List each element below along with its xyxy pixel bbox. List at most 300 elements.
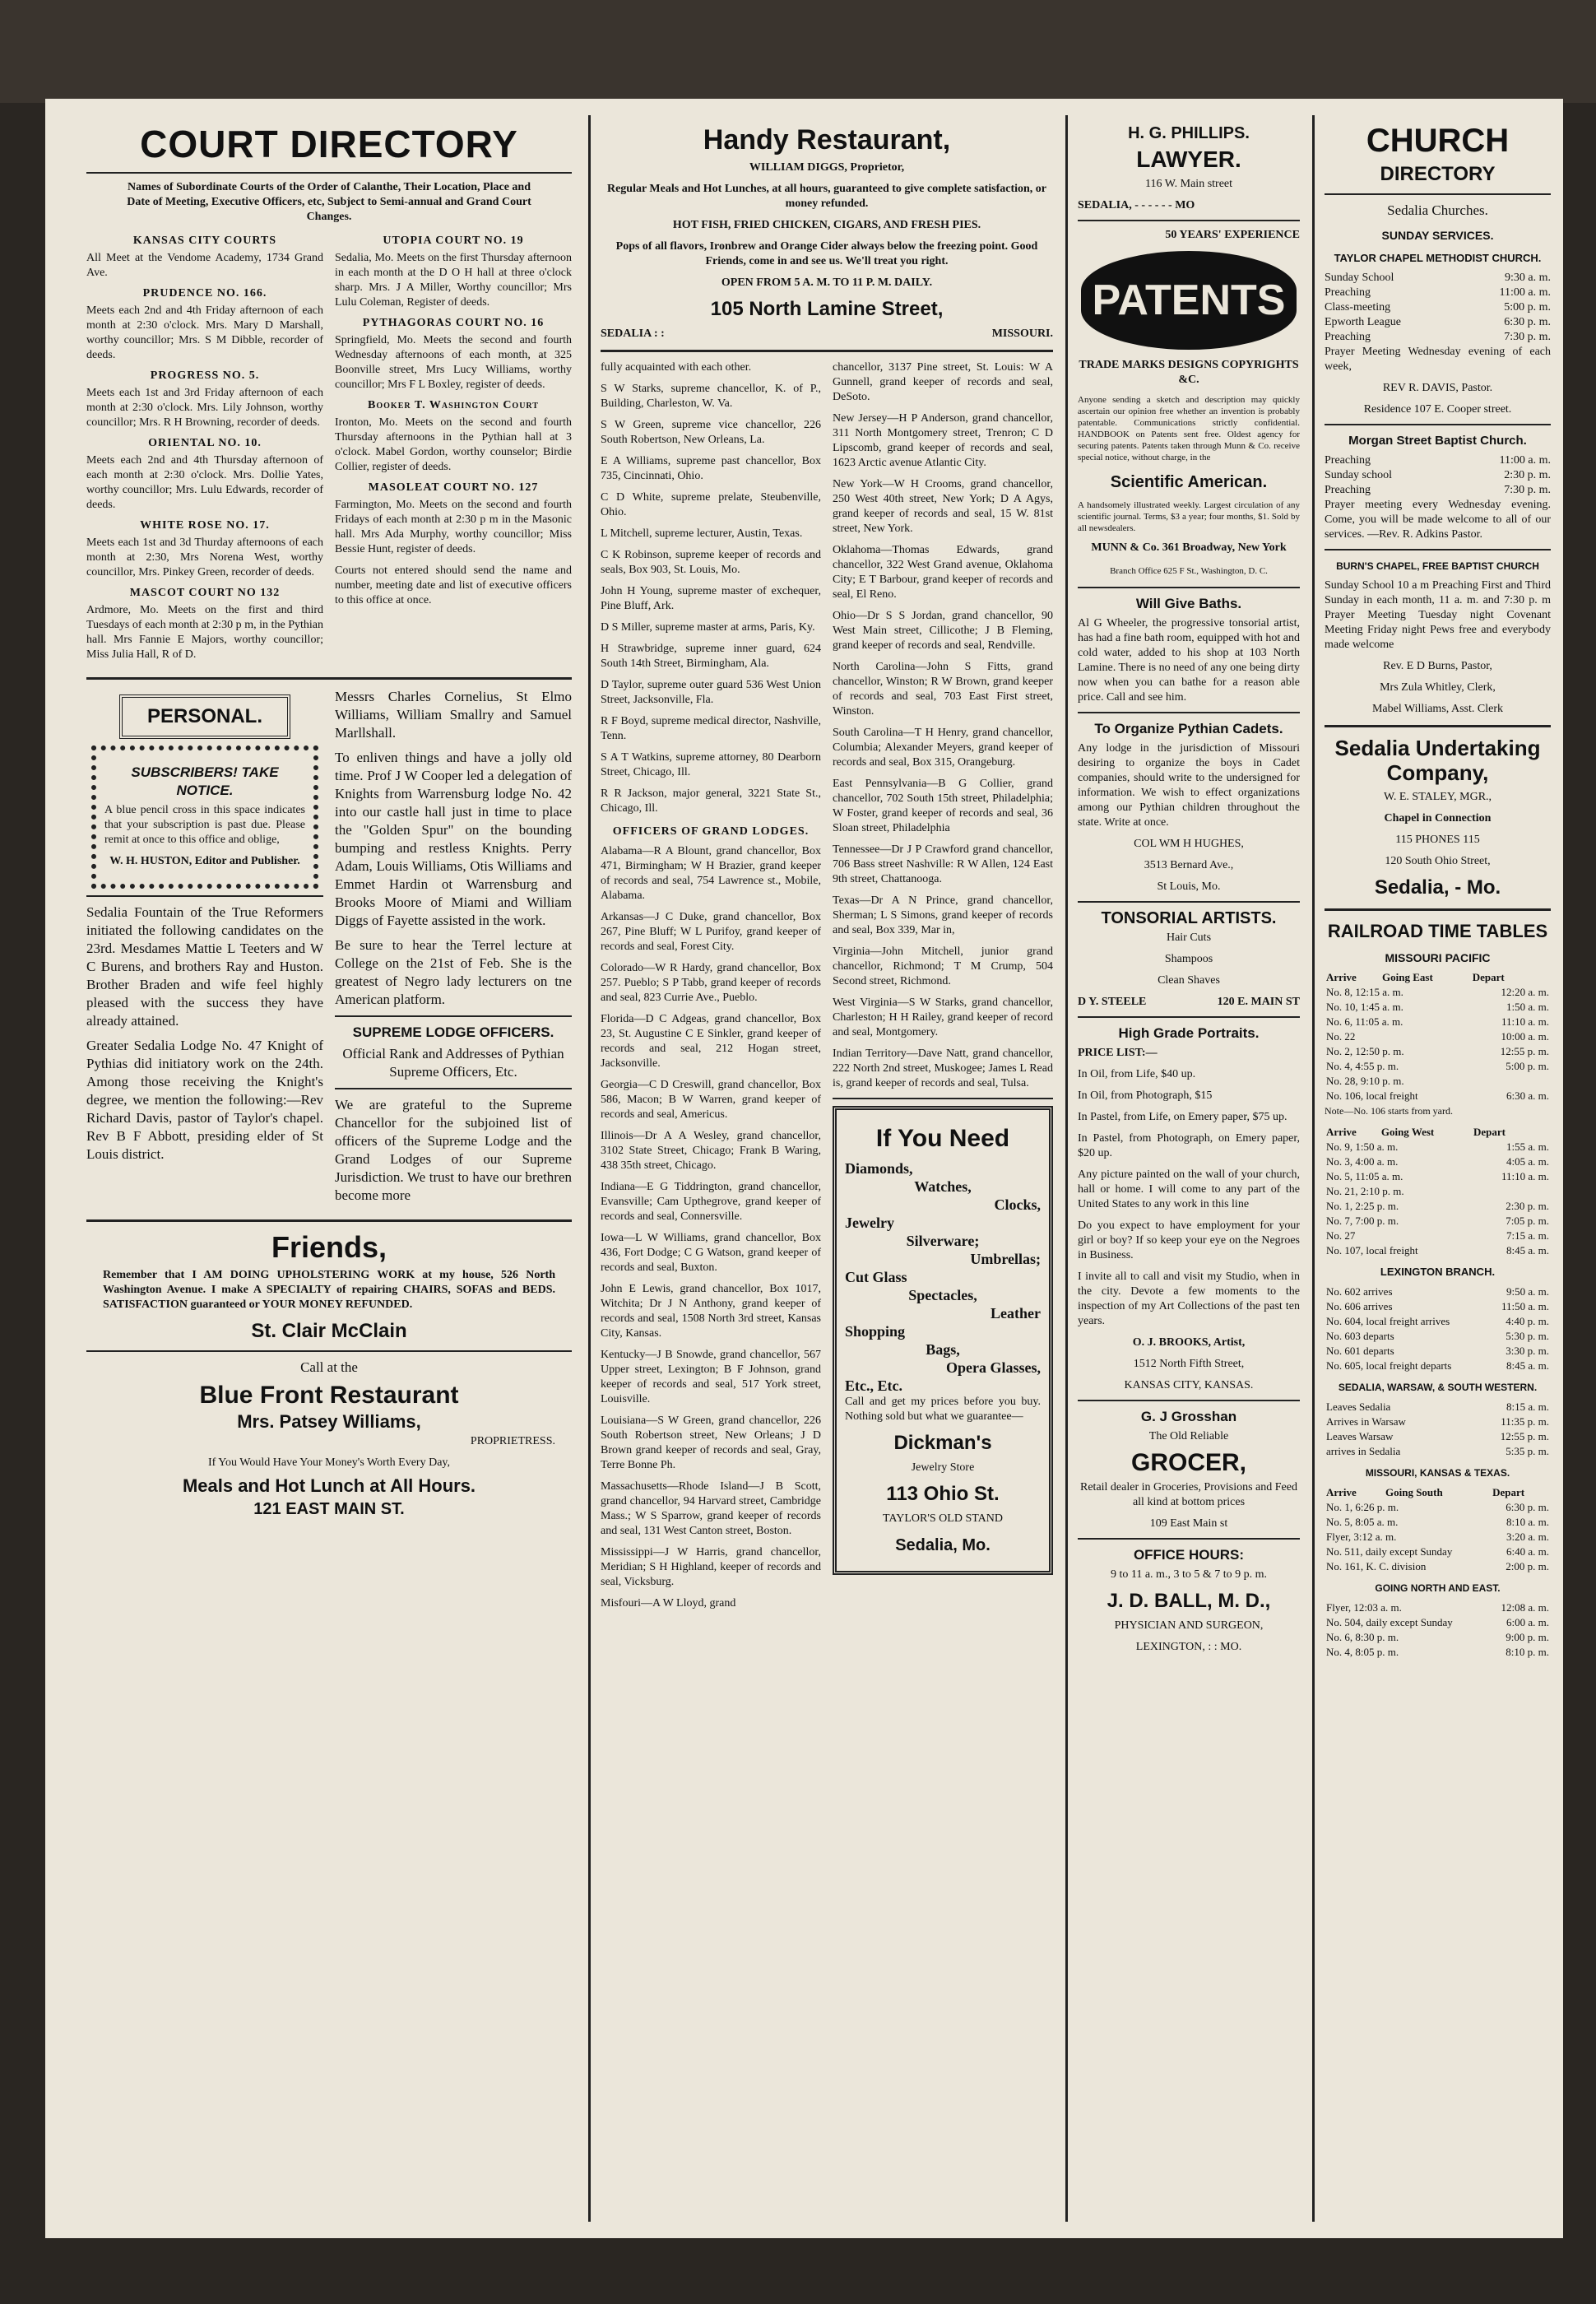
court-text: Courts not entered should send the name and number, meeting date and list of executive officers to this office at once. <box>335 564 572 606</box>
tonsorial-item: Hair Cuts <box>1166 931 1212 944</box>
service-time: 5:00 p. m. <box>1504 301 1551 314</box>
officer-entry: Illinois—Dr A A Wesley, grand chancellor, 3102 State Street, Chicago; Frank B Waring, 438 35th street, Chicago. <box>601 1130 821 1172</box>
court-left-column <box>86 231 323 669</box>
handy-prop: WILLIAM DIGGS, Proprietor, <box>749 161 905 174</box>
timetable-row <box>1325 1545 1551 1559</box>
timetable-train: No. 161, K. C. division <box>1326 1560 1427 1572</box>
service-name: Sunday school <box>1325 469 1393 481</box>
officers-column-b <box>833 360 1053 1618</box>
cadets-sign-1: COL WM H HUGHES, <box>1134 838 1244 850</box>
patents-years: 50 YEARS' EXPERIENCE <box>1165 229 1300 241</box>
subscribers-text: A blue pencil cross in this space indicates that your subscription is past due. Please remit at once to this office and oblige, <box>104 804 305 846</box>
timetable-row <box>1325 1630 1551 1645</box>
jewelry-address: 113 Ohio St. <box>886 1483 1000 1505</box>
church-title-2: DIRECTORY <box>1380 163 1496 185</box>
office-name: J. D. BALL, M. D., <box>1107 1590 1271 1612</box>
timetable-row <box>1325 1299 1551 1314</box>
east-note: Note—No. 106 starts from yard. <box>1325 1105 1453 1117</box>
jewelry-item: Bags, <box>926 1341 960 1358</box>
timetable-train: arrives in Sedalia <box>1326 1445 1401 1457</box>
court-text: Sedalia, Mo. Meets on the first Thursday afternoon in each month at the D O H hall at three o'clock sharp. Mrs. J A Miller, Worthy councillor; Mrs Lulu Coleman, Register of deeds. <box>335 252 572 309</box>
court-text: Meets each 2nd and 4th Thursday afternoon of each month at 2:30 o'clock. Mrs. Dollie Yates, worthy councillor; Mrs. Lulu Edwards, recorder of deeds. <box>86 454 323 511</box>
timetable-time: 11:35 p. m. <box>1501 1415 1549 1428</box>
timetable-train: No. 6, 11:05 a. m. <box>1326 1015 1403 1028</box>
personal-right <box>335 688 572 1211</box>
friends-text: Remember that I AM DOING UPHOLSTERING WORK at my house, 526 North Washington Avenue. I make A SPECIALTY of repairing CHAIRS, SOFAS and BEDS. SATISFACTION guaranteed or YOUR MONEY REFUNDED. <box>103 1269 555 1311</box>
portraits-text-3: I invite all to call and visit my Studio, when in the city. Devote a few moments to the inspection of my Art Collections of the past ten years. <box>1078 1270 1300 1327</box>
timetable-header-cell: Depart <box>1472 971 1505 983</box>
timetable-time: 6:00 a. m. <box>1506 1616 1549 1628</box>
taylor-items <box>1325 271 1551 345</box>
undertaker-mgr: W. E. STALEY, MGR., <box>1383 791 1492 803</box>
blue-front-prop: PROPRIETRESS. <box>470 1435 555 1447</box>
supreme-lodge-sub: Official Rank and Addresses of Pythian Supreme Officers, Etc. <box>342 1046 564 1080</box>
timetable-train: No. 5, 8:05 a. m. <box>1326 1516 1399 1528</box>
blue-front-title: Blue Front Restaurant <box>199 1382 459 1409</box>
jewelry-item: Shopping <box>845 1323 906 1340</box>
timetable-header-cell: Going West <box>1380 1126 1435 1138</box>
taylor-residence: Residence 107 E. Cooper street. <box>1363 403 1512 416</box>
personal-heading-box <box>119 694 290 739</box>
north-title: GOING NORTH AND EAST. <box>1375 1582 1501 1594</box>
service-row <box>1325 271 1551 286</box>
timetable-train: No. 28, 9:10 p. m. <box>1326 1075 1404 1087</box>
handy-city-line <box>601 327 1053 341</box>
burn-title: BURN'S CHAPEL, FREE BAPTIST CHURCH <box>1336 560 1539 572</box>
timetable-row <box>1325 1429 1551 1444</box>
service-time: 7:30 p. m. <box>1504 331 1551 343</box>
timetable-row <box>1325 1015 1551 1029</box>
column-2 <box>592 119 1061 2222</box>
officer-entry: L Mitchell, supreme lecturer, Austin, Texas. <box>601 527 803 540</box>
service-name: Epworth League <box>1325 316 1401 328</box>
timetable-time: 7:15 a. m. <box>1506 1229 1549 1242</box>
court-right-column <box>335 231 572 669</box>
timetable-train: Leaves Sedalia <box>1326 1401 1391 1413</box>
column-rule <box>588 115 591 2222</box>
church-sedalia: Sedalia Churches. <box>1387 202 1488 218</box>
court-name: MASCOT COURT NO 132 <box>129 587 281 599</box>
personal-section <box>86 688 572 1211</box>
cadets-title: To Organize Pythian Cadets. <box>1094 721 1283 736</box>
subscribers-notice <box>91 746 318 889</box>
officer-entry: Misfouri—A W Lloyd, grand <box>601 1597 736 1610</box>
timetable-row <box>1325 1359 1551 1373</box>
timetable-time: 7:05 p. m. <box>1506 1215 1549 1227</box>
timetable-time: 2:30 p. m. <box>1506 1200 1549 1212</box>
scan-top-edge <box>0 0 1596 103</box>
church-services: SUNDAY SERVICES. <box>1381 229 1494 242</box>
handy-state: MISSOURI. <box>991 327 1053 340</box>
baths-title: Will Give Baths. <box>1135 596 1242 611</box>
court-text: Meets each 2nd and 4th Friday afternoon of each month at 2:30 o'clock. Mrs. Mary D Marshall, worthy councillor; Mrs. S M Dibble, recorder of deeds. <box>86 304 323 361</box>
court-name: WHITE ROSE NO. 17. <box>140 519 270 532</box>
handy-line-4: OPEN FROM 5 A. M. TO 11 P. M. DAILY. <box>721 276 933 289</box>
timetable-time: 8:10 p. m. <box>1506 1646 1549 1658</box>
lawyer-address: 116 W. Main street <box>1144 178 1233 190</box>
timetable-time: 2:00 p. m. <box>1506 1560 1549 1572</box>
timetable-time: 6:40 a. m. <box>1506 1545 1549 1558</box>
timetable-time: 5:30 p. m. <box>1506 1330 1549 1342</box>
timetable-header-cell: Going East <box>1382 971 1433 983</box>
column-rule <box>1312 115 1315 2222</box>
lawyer-name: H. G. PHILLIPS. <box>1128 124 1250 142</box>
timetable-time: 12:20 a. m. <box>1501 986 1549 998</box>
jewelry-item: Diamonds, <box>845 1160 913 1177</box>
friends-title: Friends, <box>271 1230 387 1264</box>
timetable-header <box>1325 1485 1551 1500</box>
handy-city: SEDALIA : : <box>601 327 665 340</box>
timetable-train: No. 3, 4:00 a. m. <box>1326 1155 1399 1168</box>
patents-title: PATENTS <box>1081 251 1297 350</box>
timetable-train: Arrives in Warsaw <box>1326 1415 1406 1428</box>
handy-title: Handy Restaurant, <box>703 124 951 156</box>
undertaker-chapel: Chapel in Connection <box>1384 812 1492 825</box>
timetable-row <box>1325 1029 1551 1044</box>
timetable-time <box>1472 1184 1551 1199</box>
officer-entry: H Strawbridge, supreme inner guard, 624 South 14th Street, Birmingham, Ala. <box>601 643 821 670</box>
lexington-table <box>1325 1284 1551 1373</box>
portraits-city: KANSAS CITY, KANSAS. <box>1124 1379 1254 1391</box>
timetable-row <box>1325 1074 1551 1089</box>
timetable-train: No. 6, 8:30 p. m. <box>1326 1631 1399 1643</box>
timetable-train: No. 602 arrives <box>1326 1285 1393 1298</box>
timetable-row <box>1325 1515 1551 1530</box>
timetable-row <box>1325 1199 1551 1214</box>
tonsorial-items <box>1078 931 1300 988</box>
timetable-train: Flyer, 12:03 a. m. <box>1326 1601 1402 1614</box>
supreme-lodge-title: SUPREME LODGE OFFICERS. <box>352 1024 554 1040</box>
timetable-time: 12:08 a. m. <box>1501 1601 1549 1614</box>
court-text: Meets each 1st and 3rd Friday afternoon of each month at 2:30 o'clock. Mrs. Lily Johnson, worthy councillor; Mrs. R H Browning, recorder of deeds. <box>86 387 323 429</box>
timetable-header-cell: Going South <box>1385 1486 1443 1498</box>
tonsorial-item: Shampoos <box>1164 953 1213 965</box>
court-name: PRUDENCE NO. 166. <box>142 287 267 300</box>
officer-entry: Texas—Dr A N Prince, grand chancellor, Sherman; L S Simons, grand keeper of records and seal, Box 339, Mar in, <box>833 894 1053 936</box>
officer-entry: North Carolina—John S Fitts, grand chancellor, Winston; R W Brown, grand keeper of records and seal, 703 East First street, Winston. <box>833 661 1053 718</box>
blue-front-ad <box>86 1359 572 1518</box>
undertaker-phones: 115 PHONES 115 <box>1395 834 1480 846</box>
blue-front-tag: If You Would Have Your Money's Worth Every Day, <box>208 1456 450 1469</box>
timetable-train: No. 605, local freight departs <box>1326 1359 1452 1372</box>
officer-entry: West Virginia—S W Starks, grand chancellor, Charleston; H H Railey, grand keeper of record and seal, Montgomery. <box>833 996 1053 1038</box>
service-name: Preaching <box>1325 484 1371 496</box>
patents-branch: Branch Office 625 F St., Washington, D. C. <box>1110 566 1268 576</box>
service-row <box>1325 315 1551 330</box>
officer-entry: S W Green, supreme vice chancellor, 226 South Robertson, New Orleans, La. <box>601 419 821 446</box>
timetable-train: No. 606 arrives <box>1326 1300 1393 1312</box>
blue-front-call: Call at the <box>300 1359 358 1375</box>
timetable-train: No. 511, daily except Sunday <box>1326 1545 1453 1558</box>
timetable-header <box>1325 970 1551 985</box>
lexington-title: LEXINGTON BRANCH. <box>1380 1266 1496 1278</box>
timetable-time: 8:15 a. m. <box>1506 1401 1549 1413</box>
timetable-train: No. 601 departs <box>1326 1345 1394 1357</box>
jewelry-item: Leather <box>991 1305 1041 1322</box>
jewelry-item: Watches, <box>914 1178 972 1195</box>
officer-entry: Alabama—R A Blount, grand chancellor, Box 471, Birmingham; W H Brazier, grand keeper of records and seal, 754 Lawrence st., Mobile, Alabama. <box>601 845 821 902</box>
timetable-train: No. 604, local freight arrives <box>1326 1315 1450 1327</box>
officers-column-b-list <box>833 360 1053 1091</box>
morgan-note: Prayer meeting every Wednesday evening. Come, you will be made welcome to all of our services. —Rev. R. Adkins Pastor. <box>1325 499 1551 541</box>
timetable-row <box>1325 1089 1551 1103</box>
timetable-row <box>1325 1400 1551 1414</box>
timetable-train: No. 106, local freight <box>1326 1089 1418 1102</box>
timetable-row <box>1325 1243 1551 1258</box>
timetable-row <box>1325 1645 1551 1660</box>
jewelry-title: If You Need <box>875 1125 1010 1152</box>
railroad-title: RAILROAD TIME TABLES <box>1327 921 1548 941</box>
grocer-title: GROCER, <box>1130 1449 1246 1476</box>
undertaker-city: Sedalia, - Mo. <box>1374 876 1501 899</box>
timetable-row <box>1325 1414 1551 1429</box>
court-text: Farmington, Mo. Meets on the second and fourth Fridays of each month at 2:30 p m in the Masonic hall. Mrs Ada Murphy, worthy councillor; Miss Bessie Hunt, register of deeds. <box>335 499 572 555</box>
officer-entry: E A Williams, supreme past chancellor, Box 735, Cincinnati, Ohio. <box>601 455 821 482</box>
going-west-table <box>1325 1125 1551 1258</box>
timetable-train: No. 8, 12:15 a. m. <box>1326 986 1403 998</box>
timetable-header-cell: Depart <box>1492 1486 1525 1498</box>
personal2-para-2: To enliven things and have a jolly old time. Prof J W Cooper led a delegation of Knights from Warrensburg lodge No. 42 into our castle hall just in time to place the "Golden Spur" on the bounding bumping and restless Knights. Perry Adam, Louis Williams, Otis Williams and Emmet Hardin ot Warrensburg and Brooks Moore of Miami and William Diggs of Fayette assisted in the work. <box>335 750 572 928</box>
personal-title: PERSONAL. <box>146 705 262 727</box>
portraits-title: High Grade Portraits. <box>1118 1025 1260 1041</box>
column-4 <box>1316 119 1559 2222</box>
timetable-row <box>1325 1444 1551 1459</box>
service-name: Class-meeting <box>1325 301 1391 314</box>
jewelry-sub: Jewelry Store <box>911 1461 975 1474</box>
grocer-address: 109 East Main st <box>1149 1517 1228 1530</box>
newspaper-page <box>45 99 1563 2238</box>
officer-entry: Oklahoma—Thomas Edwards, grand chancellor, 322 West Grand avenue, Oklahoma City; E T Barbour, grand keeper of records and seal, El Reno. <box>833 544 1053 601</box>
timetable-row <box>1325 1314 1551 1329</box>
timetable-train: No. 1, 2:25 p. m. <box>1326 1200 1399 1212</box>
court-name: ORIENTAL NO. 10. <box>148 437 262 449</box>
officers-column-a <box>601 360 821 1618</box>
taylor-pastor: REV R. DAVIS, Pastor. <box>1382 382 1493 394</box>
portrait-price: In Pastel, from Life, on Emery paper, $75 up. <box>1078 1111 1287 1123</box>
timetable-train: No. 5, 11:05 a. m. <box>1326 1170 1403 1182</box>
timetable-train: No. 9, 1:50 a. m. <box>1326 1140 1399 1153</box>
court-name: UTOPIA COURT NO. 19 <box>383 235 524 247</box>
officer-entry: Florida—D C Adgeas, grand chancellor, Box 23, St. Augustine C E Sinkler, grand keeper of records and seal, 212 Hogan street, Jacksonville. <box>601 1013 821 1070</box>
jewelry-text: Call and get my prices before you buy. Nothing sold but what we guarantee— <box>845 1396 1041 1423</box>
timetable-time: 8:10 a. m. <box>1506 1516 1549 1528</box>
handy-line-3: Pops of all flavors, Ironbrew and Orange Cider always below the freezing point. Good Friends, come in and see us. We'll treat you right. <box>615 240 1038 267</box>
tonsorial-name: D Y. STEELE <box>1078 996 1147 1008</box>
timetable-row <box>1325 1000 1551 1015</box>
timetable-train: No. 10, 1:45 a. m. <box>1326 1001 1403 1013</box>
personal-para-2: Greater Sedalia Lodge No. 47 Knight of Pythias did initiatory work on the 24th. Among those receiving the Knight's degree, we mention the following:—Rev Richard Davis, pastor of Taylor's chapel. Rev B F Abbott, presiding elder of St Louis district. <box>86 1038 323 1162</box>
timetable-row <box>1325 1214 1551 1229</box>
jewelry-item: Jewelry <box>845 1215 894 1231</box>
grocer-name: G. J Grosshan <box>1140 1409 1237 1424</box>
officer-entry: Iowa—L W Williams, grand chancellor, Box 436, Fort Dodge; C G Watson, grand keeper of records and seal, Buxton. <box>601 1232 821 1274</box>
patents-sci: Scientific American. <box>1110 473 1268 491</box>
timetable-train: No. 107, local freight <box>1326 1244 1418 1257</box>
blue-front-owner: Mrs. Patsey Williams, <box>237 1411 421 1432</box>
officer-entry: D S Miller, supreme master at arms, Paris, Ky. <box>601 621 815 634</box>
tonsorial-address: 120 E. MAIN ST <box>1217 996 1300 1008</box>
personal2-para-3: Be sure to hear the Terrel lecture at College on the 21st of Feb. She is the greatest of Negro lady lecturers on tne American platform. <box>335 937 572 1007</box>
service-time: 7:30 p. m. <box>1504 484 1551 496</box>
court-listings <box>86 231 572 669</box>
officer-entry: Kentucky—J B Snowde, grand chancellor, 567 Upper street, Lexington; B F Johnson, grand keeper of records and seal, 517 York street, Louisville. <box>601 1349 821 1405</box>
officer-entry: S A T Watkins, supreme attorney, 80 Dearborn Street, Chicago, Ill. <box>601 751 821 778</box>
sws-table <box>1325 1400 1551 1459</box>
service-name: Preaching <box>1325 331 1371 343</box>
timetable-header-cell: Arrive <box>1326 1126 1357 1138</box>
officer-entry: chancellor, 3137 Pine street, St. Louis: W A Gunnell, grand keeper of records and seal, DeSoto. <box>833 361 1053 403</box>
jewelry-items <box>845 1159 1041 1395</box>
taylor-note: Prayer Meeting Wednesday evening of each week, <box>1325 346 1551 373</box>
officer-entry: Virginia—John Mitchell, junior grand chancellor, Richmond; T M Crump, 504 Second street, Richmond. <box>833 945 1053 987</box>
north-table <box>1325 1600 1551 1660</box>
burn-clerk: Mrs Zula Whitley, Clerk, <box>1380 681 1496 694</box>
officer-entry: S W Starks, supreme chancellor, K. of P., Building, Charleston, W. Va. <box>601 383 821 410</box>
supreme-lodge-intro: We are grateful to the Supreme Chancellor for the subjoined list of officers of the Supreme Lodge and the Grand Lodges of our Supreme Jurisdiction. We trust to have our brethren become more <box>335 1097 572 1203</box>
timetable-row <box>1325 1600 1551 1615</box>
portraits-name: O. J. BROOKS, Artist, <box>1132 1336 1246 1349</box>
tonsorial-footer <box>1078 995 1300 1010</box>
service-row <box>1325 483 1551 498</box>
friends-ad <box>86 1230 572 1344</box>
officer-entry: Georgia—C D Creswill, grand chancellor, Box 586, Macon; B W Warren, grand keeper of records and seal, Americus. <box>601 1079 821 1121</box>
portrait-price: In Oil, from Life, $40 up. <box>1078 1068 1196 1080</box>
service-time: 11:00 a. m. <box>1499 454 1551 467</box>
timetable-time: 1:55 a. m. <box>1506 1140 1549 1153</box>
service-row <box>1325 286 1551 300</box>
portrait-price: In Oil, from Photograph, $15 <box>1078 1089 1213 1102</box>
portraits-list-title: PRICE LIST:— <box>1078 1047 1158 1059</box>
lawyer-city: SEDALIA, - - - - - - MO <box>1078 199 1195 211</box>
timetable-row <box>1325 1530 1551 1545</box>
court-name: PROGRESS NO. 5. <box>150 369 260 382</box>
court-name: Booker T. Washington Court <box>368 399 539 411</box>
jewelry-item: Umbrellas; <box>970 1251 1041 1267</box>
timetable-row <box>1325 1559 1551 1574</box>
court-name: MASOLEAT COURT NO. 127 <box>368 481 539 494</box>
morgan-items <box>1325 453 1551 498</box>
jewelry-store: Dickman's <box>893 1432 992 1454</box>
taylor-chapel-title: TAYLOR CHAPEL METHODIST CHURCH. <box>1334 252 1542 264</box>
tonsorial-title: TONSORIAL ARTISTS. <box>1101 909 1277 927</box>
court-intro: Names of Subordinate Courts of the Order of Calanthe, Their Location, Place and Date of Meeting, Executive Officers, etc, Subject to Semi-annual and Grand Court Changes. <box>127 181 531 223</box>
officers-section <box>601 360 1053 1618</box>
timetable-train: No. 4, 4:55 p. m. <box>1326 1060 1399 1072</box>
timetable-train: No. 27 <box>1326 1229 1356 1242</box>
officer-entry: Indian Territory—Dave Natt, grand chancellor, 222 North 2nd street, Muskogee; James L Read is, grand keeper of records and seal, Tulsa. <box>833 1047 1053 1089</box>
timetable-time: 3:20 a. m. <box>1506 1531 1549 1543</box>
timetable-time: 1:50 a. m. <box>1506 1001 1549 1013</box>
burn-pastor: Rev. E D Burns, Pastor, <box>1383 660 1492 672</box>
sws-title: SEDALIA, WARSAW, & SOUTH WESTERN. <box>1338 1382 1538 1393</box>
going-east-table <box>1325 970 1551 1103</box>
court-text: Meets each 1st and 3d Thurday afternoons of each month at 2:30, Mrs Norena West, worthy councillor, Mrs. Pinkey Green, recorder of deeds. <box>86 537 323 578</box>
timetable-time: 8:45 a. m. <box>1506 1359 1549 1372</box>
undertaker-address: 120 South Ohio Street, <box>1385 855 1491 867</box>
service-time: 11:00 a. m. <box>1499 286 1551 299</box>
officer-entry: Indiana—E G Tiddrington, grand chancellor, Evansville; Cam Upthegrove, grand keeper of records and seal, Connersville. <box>601 1181 821 1223</box>
burn-asst: Mabel Williams, Asst. Clerk <box>1371 703 1503 715</box>
court-name: KANSAS CITY COURTS <box>132 235 277 247</box>
timetable-time: 9:00 p. m. <box>1506 1631 1549 1643</box>
officer-entry: Mississippi—J W Harris, grand chancellor, Meridian; S H Highland, keeper of records and seal, Vicksburg. <box>601 1546 821 1588</box>
jewelry-item: Clocks, <box>994 1196 1041 1213</box>
timetable-time: 11:50 a. m. <box>1501 1300 1549 1312</box>
timetable-time: 6:30 a. m. <box>1506 1089 1549 1102</box>
office-title: OFFICE HOURS: <box>1133 1547 1245 1563</box>
timetable-row <box>1325 1500 1551 1515</box>
timetable-time: 4:40 p. m. <box>1506 1315 1549 1327</box>
patents-text-2: A handsomely illustrated weekly. Largest circulation of any scientific journal. Terms, $3 a year; four months, $1. Sold by all newsdealers. <box>1078 500 1300 533</box>
timetable-row <box>1325 1229 1551 1243</box>
officer-entry: East Pennsylvania—B G Collier, grand chancellor, 702 South 15th street, Philadelphia; W Foster, grand keeper of records and seal, 36 Sloan street, Philadelphia <box>833 778 1053 834</box>
timetable-time: 5:35 p. m. <box>1506 1445 1549 1457</box>
column-3 <box>1069 119 1308 2222</box>
officer-entry: John H Young, supreme master of exchequer, Pine Bluff, Ark. <box>601 585 821 612</box>
friends-name: St. Clair McClain <box>251 1320 407 1342</box>
cadets-sign-3: St Louis, Mo. <box>1157 880 1221 893</box>
timetable-time: 11:10 a. m. <box>1501 1015 1549 1028</box>
timetable-header-cell: Arrive <box>1326 971 1357 983</box>
lawyer-title: LAWYER. <box>1136 146 1241 172</box>
timetable-time: 11:10 a. m. <box>1501 1170 1549 1182</box>
officers-heading: OFFICERS OF GRAND LODGES. <box>612 825 810 838</box>
timetable-time: 6:30 p. m. <box>1506 1501 1549 1513</box>
morgan-title: Morgan Street Baptist Church. <box>1348 434 1527 448</box>
court-text: All Meet at the Vendome Academy, 1734 Grand Ave. <box>86 252 323 279</box>
mp-title: MISSOURI PACIFIC <box>1385 951 1491 964</box>
personal-para-1: Sedalia Fountain of the True Reformers initiated the following candidates on the 23rd. Mesdames Mattie L Teeters and W C Burens, and brothers Ray and Huston. Brother Braden and wife feel highly pleased with the success they have already attained. <box>86 904 323 1029</box>
office-city: LEXINGTON, : : MO. <box>1135 1641 1242 1653</box>
office-hours: 9 to 11 a. m., 3 to 5 & 7 to 9 p. m. <box>1110 1568 1268 1581</box>
timetable-row <box>1325 1184 1551 1199</box>
grocer-sub: The Old Reliable <box>1148 1430 1229 1442</box>
officer-entry: Massachusetts—Rhode Island—J B Scott, grand chancellor, 94 Harvard street, Cambridge Mass.; W S Sparrow, grand keeper of records and seal, 131 West Canton street, Boston. <box>601 1480 821 1537</box>
portraits-text: Any picture painted on the wall of your church, hall or home. I will come to any part of the United States to any work in this line <box>1078 1168 1300 1210</box>
patents-marks: TRADE MARKS DESIGNS COPYRIGHTS &C. <box>1079 359 1299 386</box>
jewelry-item: Etc., Etc. <box>845 1377 902 1394</box>
service-name: Preaching <box>1325 286 1371 299</box>
officer-entry: New York—W H Crooms, grand chancellor, 250 West 40th street, New York; D A Agys, grand keeper of records and seal, 15 W. 81st street, New York. <box>833 478 1053 535</box>
officer-entry: R R Jackson, major general, 3221 State St., Chicago, Ill. <box>601 787 821 815</box>
timetable-time: 10:00 a. m. <box>1501 1030 1549 1043</box>
handy-line-2: HOT FISH, FRIED CHICKEN, CIGARS, AND FRESH PIES. <box>672 219 981 231</box>
service-time: 2:30 p. m. <box>1504 469 1551 481</box>
court-directory-title: COURT DIRECTORY <box>140 123 518 165</box>
personal2-para-1: Messrs Charles Cornelius, St Elmo Williams, William Smallry and Samuel Marllshall. <box>335 689 572 741</box>
column-1 <box>78 119 580 2222</box>
court-text: Springfield, Mo. Meets the second and fourth Wednesday afternoons of each month, at 325 Boonville street, Mrs Lucy Williams, worthy councillor; Mrs F L Boxley, register of deeds. <box>335 334 572 391</box>
timetable-train: No. 603 departs <box>1326 1330 1394 1342</box>
timetable-row <box>1325 1154 1551 1169</box>
portrait-price: In Pastel, from Photograph, on Emery paper, $20 up. <box>1078 1132 1300 1159</box>
jewelry-item: Silverware; <box>906 1233 980 1249</box>
undertaker-title: Sedalia Undertaking Company, <box>1334 736 1541 785</box>
court-text: Ardmore, Mo. Meets on the first and third Tuesdays of each month at 2:30 p m, in the Pythian hall. Mrs Fannie E Majors, worthy councillor; Miss Julia Hall, R of D. <box>86 604 323 661</box>
timetable-train: No. 504, daily except Sunday <box>1326 1616 1453 1628</box>
jewelry-city: Sedalia, Mo. <box>895 1536 991 1554</box>
service-time: 6:30 p. m. <box>1504 316 1551 328</box>
officer-entry: South Carolina—T H Henry, grand chancellor, Columbia; Alexander Meyers, grand keeper of records and seal, Box 315, Orangeburg. <box>833 727 1053 769</box>
service-row <box>1325 468 1551 483</box>
timetable-header <box>1325 1125 1551 1140</box>
portraits-text-2: Do you expect to have employment for your girl or boy? If so keep your eye on the Negroes in Business. <box>1078 1219 1300 1261</box>
timetable-train: No. 1, 6:26 p. m. <box>1326 1501 1399 1513</box>
timetable-row <box>1325 1059 1551 1074</box>
subscribers-sign: W. H. HUSTON, Editor and Publisher. <box>109 855 300 867</box>
timetable-train: No. 7, 7:00 p. m. <box>1326 1215 1399 1227</box>
personal-left <box>86 688 323 1211</box>
